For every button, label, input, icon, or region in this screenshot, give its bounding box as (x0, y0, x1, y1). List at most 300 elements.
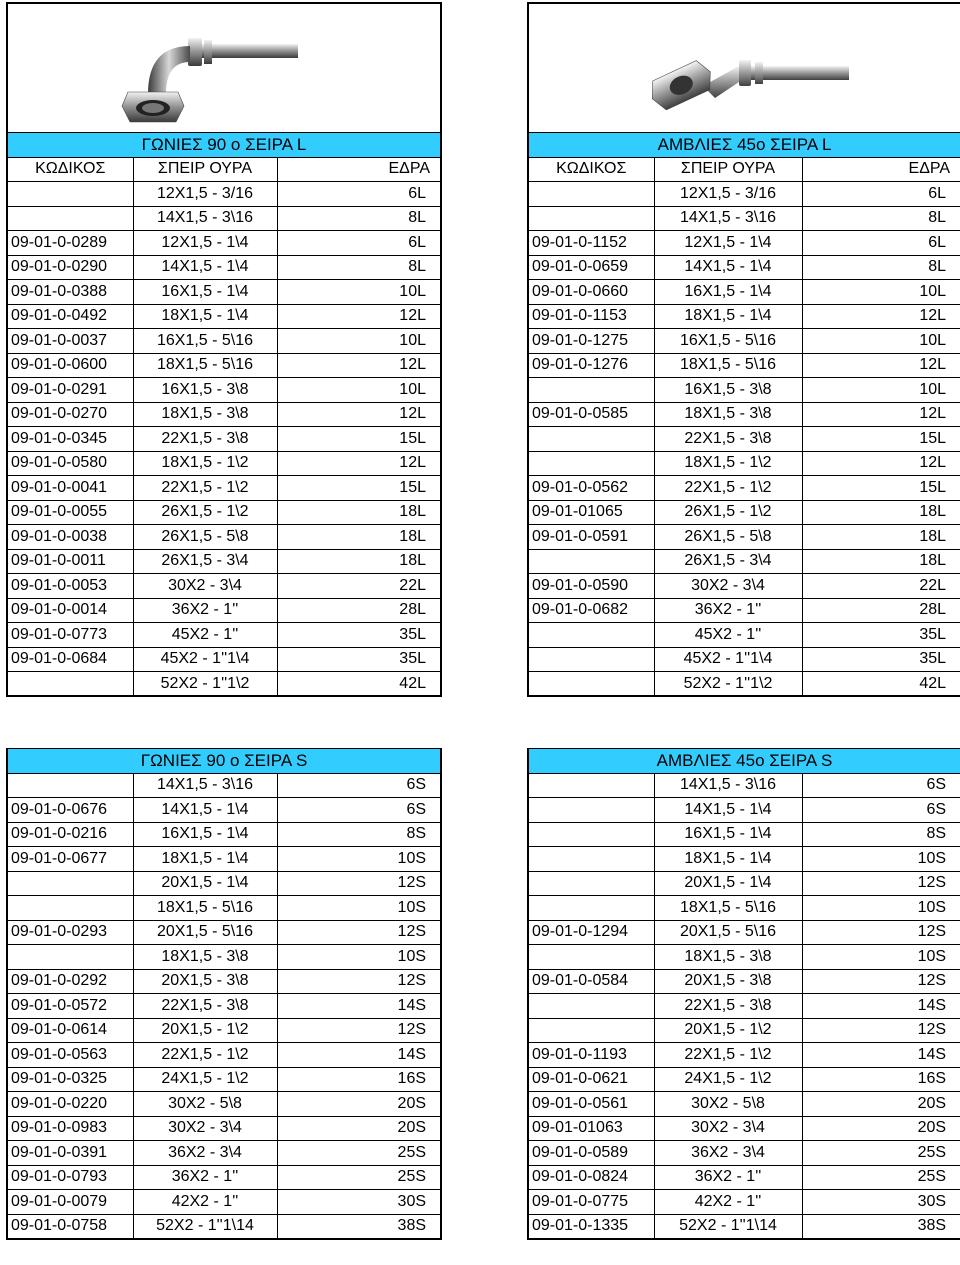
thread-tail-cell: 45Χ2 - 1''1\4 (654, 647, 802, 672)
thread-tail-cell: 16Χ1,5 - 3\8 (654, 378, 802, 403)
seat-cell: 6L (277, 182, 441, 207)
product-code-cell: 09-01-0-0677 (7, 847, 133, 872)
table-row (7, 304, 441, 329)
seat-cell: 25S (802, 1141, 960, 1166)
product-code-cell: 09-01-0-0293 (7, 920, 133, 945)
product-code-cell: 09-01-0-0758 (7, 1214, 133, 1239)
seat-cell: 14S (277, 1043, 441, 1068)
thread-tail-cell: 20Χ1,5 - 1\2 (133, 1018, 277, 1043)
product-code-cell: 09-01-0-1335 (528, 1214, 654, 1239)
elbow-45-fitting-image (639, 24, 859, 134)
table-row (528, 255, 960, 280)
table-row (528, 623, 960, 648)
table-angles-90-series-s (6, 748, 442, 1240)
product-code-cell: 09-01-0-0580 (7, 451, 133, 476)
table-row (528, 1116, 960, 1141)
thread-tail-cell: 18Χ1,5 - 1\4 (654, 304, 802, 329)
product-code-cell: 09-01-0-0775 (528, 1190, 654, 1215)
table-header-row (7, 157, 441, 182)
product-code-cell: 09-01-0-0325 (7, 1067, 133, 1092)
table-row (7, 353, 441, 378)
product-code-cell (528, 451, 654, 476)
thread-tail-cell: 22Χ1,5 - 1\2 (654, 476, 802, 501)
product-code-cell: 09-01-0-0388 (7, 280, 133, 305)
left-product-photo-frame (6, 2, 442, 134)
thread-tail-cell: 12Χ1,5 - 3/16 (133, 182, 277, 207)
thread-tail-cell: 14Χ1,5 - 1\4 (133, 255, 277, 280)
product-code-cell: 09-01-0-0659 (528, 255, 654, 280)
product-code-cell: 09-01-0-0011 (7, 549, 133, 574)
thread-tail-cell: 42Χ2 - 1'' (654, 1190, 802, 1215)
thread-tail-cell: 42Χ2 - 1'' (133, 1190, 277, 1215)
thread-tail-cell: 45Χ2 - 1''1\4 (133, 647, 277, 672)
thread-tail-cell: 16Χ1,5 - 1\4 (133, 822, 277, 847)
table-row (7, 1165, 441, 1190)
table-title: ΑΜΒΛΙΕΣ 45ο ΣΕΙΡΑ S (528, 749, 960, 774)
seat-cell: 10S (277, 847, 441, 872)
seat-cell: 8S (277, 822, 441, 847)
seat-cell: 10L (802, 329, 960, 354)
elbow-90-fitting-image (108, 24, 308, 134)
table-row (7, 182, 441, 207)
thread-tail-cell: 16Χ1,5 - 1\4 (133, 280, 277, 305)
table-header-row (528, 157, 960, 182)
seat-cell: 15L (277, 427, 441, 452)
thread-tail-cell: 26Χ1,5 - 3\4 (133, 549, 277, 574)
thread-tail-cell: 20Χ1,5 - 1\2 (654, 1018, 802, 1043)
product-code-cell: 09-01-0-0345 (7, 427, 133, 452)
thread-tail-cell: 14Χ1,5 - 3\16 (133, 773, 277, 798)
thread-tail-cell: 16Χ1,5 - 1\4 (654, 822, 802, 847)
thread-tail-cell: 14Χ1,5 - 1\4 (133, 798, 277, 823)
table-row (7, 994, 441, 1019)
product-code-cell: 09-01-0-0561 (528, 1092, 654, 1117)
table-row (7, 945, 441, 970)
product-code-cell: 09-01-0-0289 (7, 231, 133, 256)
seat-cell: 10L (802, 280, 960, 305)
product-code-cell (528, 822, 654, 847)
thread-tail-cell: 12Χ1,5 - 1\4 (133, 231, 277, 256)
thread-tail-cell: 26Χ1,5 - 3\4 (654, 549, 802, 574)
seat-cell: 8S (802, 822, 960, 847)
thread-tail-cell: 22Χ1,5 - 3\8 (654, 994, 802, 1019)
seat-cell: 18L (277, 500, 441, 525)
seat-cell: 10L (802, 378, 960, 403)
product-code-cell: 09-01-0-0660 (528, 280, 654, 305)
table-row (7, 329, 441, 354)
thread-tail-cell: 18Χ1,5 - 3\8 (133, 945, 277, 970)
table-obtuse-45-series-s (527, 748, 960, 1240)
product-code-cell: 09-01-0-0391 (7, 1141, 133, 1166)
thread-tail-cell: 24Χ1,5 - 1\2 (654, 1067, 802, 1092)
seat-cell: 22L (802, 574, 960, 599)
thread-tail-cell: 26Χ1,5 - 1\2 (654, 500, 802, 525)
seat-cell: 10S (802, 945, 960, 970)
table-row (528, 378, 960, 403)
table-row (528, 822, 960, 847)
product-code-cell (528, 549, 654, 574)
header-seat: ΕΔΡΑ (802, 157, 960, 182)
product-code-cell (528, 896, 654, 921)
product-code-cell: 09-01-0-0773 (7, 623, 133, 648)
seat-cell: 28L (802, 598, 960, 623)
product-code-cell: 09-01-0-0600 (7, 353, 133, 378)
product-code-cell: 09-01-0-1294 (528, 920, 654, 945)
header-thread-tail: ΣΠΕΙΡ ΟΥΡΑ (654, 157, 802, 182)
seat-cell: 12S (802, 969, 960, 994)
thread-tail-cell: 18Χ1,5 - 1\4 (133, 304, 277, 329)
product-code-cell (7, 773, 133, 798)
table-row (7, 402, 441, 427)
seat-cell: 18L (802, 549, 960, 574)
product-code-cell: 09-01-0-0220 (7, 1092, 133, 1117)
thread-tail-cell: 18Χ1,5 - 5\16 (133, 896, 277, 921)
seat-cell: 10L (277, 280, 441, 305)
seat-cell: 25S (277, 1165, 441, 1190)
table-row (528, 871, 960, 896)
table-row (7, 1043, 441, 1068)
product-code-cell (7, 672, 133, 697)
table-row (7, 476, 441, 501)
table-row (7, 549, 441, 574)
seat-cell: 18L (802, 525, 960, 550)
seat-cell: 25S (802, 1165, 960, 1190)
product-code-cell: 09-01-0-0041 (7, 476, 133, 501)
thread-tail-cell: 30Χ2 - 3\4 (654, 574, 802, 599)
seat-cell: 12L (802, 402, 960, 427)
seat-cell: 12S (277, 969, 441, 994)
seat-cell: 35L (277, 647, 441, 672)
table-row (7, 1092, 441, 1117)
table-title: ΓΩΝΙΕΣ 90 ο ΣΕΙΡΑ L (7, 133, 441, 158)
thread-tail-cell: 18Χ1,5 - 1\4 (133, 847, 277, 872)
thread-tail-cell: 52Χ2 - 1''1\14 (133, 1214, 277, 1239)
product-code-cell: 09-01-0-0014 (7, 598, 133, 623)
seat-cell: 20S (802, 1092, 960, 1117)
product-code-cell: 09-01-0-0562 (528, 476, 654, 501)
table-row (528, 574, 960, 599)
table-row (528, 969, 960, 994)
table-row (7, 871, 441, 896)
seat-cell: 6S (277, 798, 441, 823)
table-row (528, 353, 960, 378)
seat-cell: 12S (802, 1018, 960, 1043)
table-row (7, 574, 441, 599)
product-code-cell: 09-01-0-0270 (7, 402, 133, 427)
table-row (528, 476, 960, 501)
seat-cell: 8L (802, 255, 960, 280)
product-code-cell (528, 672, 654, 697)
product-code-cell: 09-01-0-0590 (528, 574, 654, 599)
product-code-cell (528, 206, 654, 231)
table-row (7, 920, 441, 945)
product-code-cell (528, 1018, 654, 1043)
thread-tail-cell: 18Χ1,5 - 5\16 (133, 353, 277, 378)
thread-tail-cell: 24Χ1,5 - 1\2 (133, 1067, 277, 1092)
product-code-cell: 09-01-0-0589 (528, 1141, 654, 1166)
product-code-cell: 09-01-0-0038 (7, 525, 133, 550)
table-row (528, 1214, 960, 1239)
thread-tail-cell: 36Χ2 - 3\4 (133, 1141, 277, 1166)
product-code-cell: 09-01-0-0676 (7, 798, 133, 823)
table-angles-90-series-l (6, 132, 442, 697)
seat-cell: 16S (277, 1067, 441, 1092)
thread-tail-cell: 22Χ1,5 - 3\8 (654, 427, 802, 452)
seat-cell: 10S (802, 896, 960, 921)
seat-cell: 35L (277, 623, 441, 648)
thread-tail-cell: 18Χ1,5 - 3\8 (133, 402, 277, 427)
seat-cell: 12S (277, 920, 441, 945)
thread-tail-cell: 22Χ1,5 - 3\8 (133, 427, 277, 452)
table-row (528, 280, 960, 305)
table-row (7, 969, 441, 994)
thread-tail-cell: 36Χ2 - 3\4 (654, 1141, 802, 1166)
table-row (528, 329, 960, 354)
thread-tail-cell: 30Χ2 - 3\4 (133, 574, 277, 599)
seat-cell: 35L (802, 623, 960, 648)
table-title-row (7, 749, 441, 774)
thread-tail-cell: 14Χ1,5 - 1\4 (654, 255, 802, 280)
thread-tail-cell: 30Χ2 - 5\8 (654, 1092, 802, 1117)
table-row (7, 798, 441, 823)
thread-tail-cell: 14Χ1,5 - 3\16 (654, 773, 802, 798)
product-code-cell (528, 647, 654, 672)
table-row (528, 647, 960, 672)
thread-tail-cell: 20Χ1,5 - 3\8 (654, 969, 802, 994)
table-row (528, 1092, 960, 1117)
table-row (528, 304, 960, 329)
seat-cell: 12S (277, 871, 441, 896)
thread-tail-cell: 52Χ2 - 1''1\2 (133, 672, 277, 697)
table-row (528, 206, 960, 231)
table-row (528, 500, 960, 525)
table-row (528, 773, 960, 798)
seat-cell: 38S (277, 1214, 441, 1239)
table-row (7, 1116, 441, 1141)
seat-cell: 20S (277, 1092, 441, 1117)
table-row (528, 994, 960, 1019)
seat-cell: 6L (802, 231, 960, 256)
table-row (528, 1165, 960, 1190)
seat-cell: 12L (277, 304, 441, 329)
table-row (528, 598, 960, 623)
thread-tail-cell: 26Χ1,5 - 1\2 (133, 500, 277, 525)
product-code-cell (528, 945, 654, 970)
table-title-row (7, 133, 441, 158)
table-row (528, 920, 960, 945)
thread-tail-cell: 18Χ1,5 - 5\16 (654, 896, 802, 921)
seat-cell: 18L (277, 525, 441, 550)
seat-cell: 35L (802, 647, 960, 672)
table-row (528, 402, 960, 427)
seat-cell: 30S (802, 1190, 960, 1215)
seat-cell: 42L (277, 672, 441, 697)
product-code-cell: 09-01-0-1275 (528, 329, 654, 354)
product-code-cell: 09-01-0-0614 (7, 1018, 133, 1043)
table-title: ΓΩΝΙΕΣ 90 ο ΣΕΙΡΑ S (7, 749, 441, 774)
table-row (528, 1190, 960, 1215)
seat-cell: 8L (277, 255, 441, 280)
seat-cell: 12L (277, 353, 441, 378)
product-code-cell (528, 378, 654, 403)
seat-cell: 6S (802, 798, 960, 823)
product-code-cell (7, 871, 133, 896)
thread-tail-cell: 30Χ2 - 3\4 (654, 1116, 802, 1141)
seat-cell: 25S (277, 1141, 441, 1166)
table-row (528, 945, 960, 970)
thread-tail-cell: 22Χ1,5 - 1\2 (133, 1043, 277, 1068)
product-code-cell: 09-01-0-1153 (528, 304, 654, 329)
thread-tail-cell: 20Χ1,5 - 1\4 (133, 871, 277, 896)
right-product-photo-frame (527, 2, 960, 134)
table-row (528, 798, 960, 823)
thread-tail-cell: 36Χ2 - 1'' (133, 1165, 277, 1190)
product-code-cell (528, 623, 654, 648)
thread-tail-cell: 30Χ2 - 3\4 (133, 1116, 277, 1141)
seat-cell: 12L (802, 304, 960, 329)
product-code-cell (528, 798, 654, 823)
product-code-cell: 09-01-0-1193 (528, 1043, 654, 1068)
thread-tail-cell: 16Χ1,5 - 5\16 (133, 329, 277, 354)
table-row (7, 1141, 441, 1166)
seat-cell: 30S (277, 1190, 441, 1215)
thread-tail-cell: 18Χ1,5 - 3\8 (654, 402, 802, 427)
thread-tail-cell: 20Χ1,5 - 5\16 (654, 920, 802, 945)
header-code: ΚΩΔΙΚΟΣ (528, 157, 654, 182)
seat-cell: 15L (802, 427, 960, 452)
thread-tail-cell: 14Χ1,5 - 3\16 (654, 206, 802, 231)
product-code-cell: 09-01-0-0290 (7, 255, 133, 280)
table-row (7, 280, 441, 305)
seat-cell: 10S (277, 896, 441, 921)
seat-cell: 12L (802, 451, 960, 476)
thread-tail-cell: 26Χ1,5 - 5\8 (654, 525, 802, 550)
table-row (7, 427, 441, 452)
thread-tail-cell: 22Χ1,5 - 1\2 (133, 476, 277, 501)
product-code-cell (528, 847, 654, 872)
thread-tail-cell: 26Χ1,5 - 5\8 (133, 525, 277, 550)
product-code-cell: 09-01-0-1276 (528, 353, 654, 378)
table-row (528, 672, 960, 697)
thread-tail-cell: 45Χ2 - 1'' (654, 623, 802, 648)
thread-tail-cell: 20Χ1,5 - 1\4 (654, 871, 802, 896)
seat-cell: 12S (802, 920, 960, 945)
product-code-cell (528, 773, 654, 798)
product-code-cell: 09-01-0-0793 (7, 1165, 133, 1190)
product-code-cell: 09-01-0-0621 (528, 1067, 654, 1092)
table-row (528, 1141, 960, 1166)
product-code-cell (528, 182, 654, 207)
table-row (528, 451, 960, 476)
thread-tail-cell: 52Χ2 - 1''1\2 (654, 672, 802, 697)
seat-cell: 18L (802, 500, 960, 525)
table-obtuse-45-series-l (527, 132, 960, 697)
thread-tail-cell: 22Χ1,5 - 1\2 (654, 1043, 802, 1068)
thread-tail-cell: 20Χ1,5 - 5\16 (133, 920, 277, 945)
seat-cell: 12L (277, 402, 441, 427)
seat-cell: 42L (802, 672, 960, 697)
seat-cell: 15L (277, 476, 441, 501)
seat-cell: 10L (277, 329, 441, 354)
product-code-cell: 09-01-0-0053 (7, 574, 133, 599)
product-code-cell: 09-01-0-0079 (7, 1190, 133, 1215)
thread-tail-cell: 14Χ1,5 - 3\16 (133, 206, 277, 231)
table-row (7, 1214, 441, 1239)
product-code-cell: 09-01-0-0584 (528, 969, 654, 994)
seat-cell: 14S (802, 994, 960, 1019)
seat-cell: 28L (277, 598, 441, 623)
product-code-cell (528, 427, 654, 452)
table-row (7, 623, 441, 648)
product-code-cell: 09-01-0-0585 (528, 402, 654, 427)
seat-cell: 12L (277, 451, 441, 476)
seat-cell: 18L (277, 549, 441, 574)
thread-tail-cell: 22Χ1,5 - 3\8 (133, 994, 277, 1019)
header-thread-tail: ΣΠΕΙΡ ΟΥΡΑ (133, 157, 277, 182)
product-code-cell: 09-01-0-0292 (7, 969, 133, 994)
product-code-cell: 09-01-01063 (528, 1116, 654, 1141)
table-title-row (528, 749, 960, 774)
seat-cell: 10L (277, 378, 441, 403)
seat-cell: 8L (802, 206, 960, 231)
product-code-cell (7, 945, 133, 970)
seat-cell: 20S (277, 1116, 441, 1141)
product-code-cell: 09-01-0-0684 (7, 647, 133, 672)
thread-tail-cell: 18Χ1,5 - 1\2 (654, 451, 802, 476)
product-code-cell: 09-01-0-1152 (528, 231, 654, 256)
seat-cell: 20S (802, 1116, 960, 1141)
table-title-row (528, 133, 960, 158)
header-seat: ΕΔΡΑ (277, 157, 441, 182)
thread-tail-cell: 18Χ1,5 - 1\4 (654, 847, 802, 872)
thread-tail-cell: 45Χ2 - 1'' (133, 623, 277, 648)
table-row (528, 847, 960, 872)
table-row (7, 255, 441, 280)
table-row (7, 1190, 441, 1215)
table-row (7, 672, 441, 697)
seat-cell: 14S (277, 994, 441, 1019)
table-row (7, 847, 441, 872)
seat-cell: 6L (802, 182, 960, 207)
product-code-cell: 09-01-0-0572 (7, 994, 133, 1019)
table-row (7, 598, 441, 623)
product-code-cell (7, 182, 133, 207)
thread-tail-cell: 16Χ1,5 - 3\8 (133, 378, 277, 403)
seat-cell: 15L (802, 476, 960, 501)
thread-tail-cell: 36Χ2 - 1'' (133, 598, 277, 623)
product-code-cell: 09-01-0-0824 (528, 1165, 654, 1190)
seat-cell: 10S (277, 945, 441, 970)
product-code-cell (7, 896, 133, 921)
product-code-cell (528, 994, 654, 1019)
table-row (528, 1018, 960, 1043)
seat-cell: 10S (802, 847, 960, 872)
thread-tail-cell: 52Χ2 - 1''1\14 (654, 1214, 802, 1239)
seat-cell: 14S (802, 1043, 960, 1068)
product-code-cell: 09-01-0-0216 (7, 822, 133, 847)
table-row (7, 896, 441, 921)
table-row (528, 525, 960, 550)
table-row (7, 822, 441, 847)
table-row (7, 1067, 441, 1092)
product-code-cell: 09-01-0-0563 (7, 1043, 133, 1068)
table-row (7, 525, 441, 550)
header-code: ΚΩΔΙΚΟΣ (7, 157, 133, 182)
table-row (7, 773, 441, 798)
thread-tail-cell: 12Χ1,5 - 1\4 (654, 231, 802, 256)
table-row (528, 231, 960, 256)
product-code-cell (7, 206, 133, 231)
